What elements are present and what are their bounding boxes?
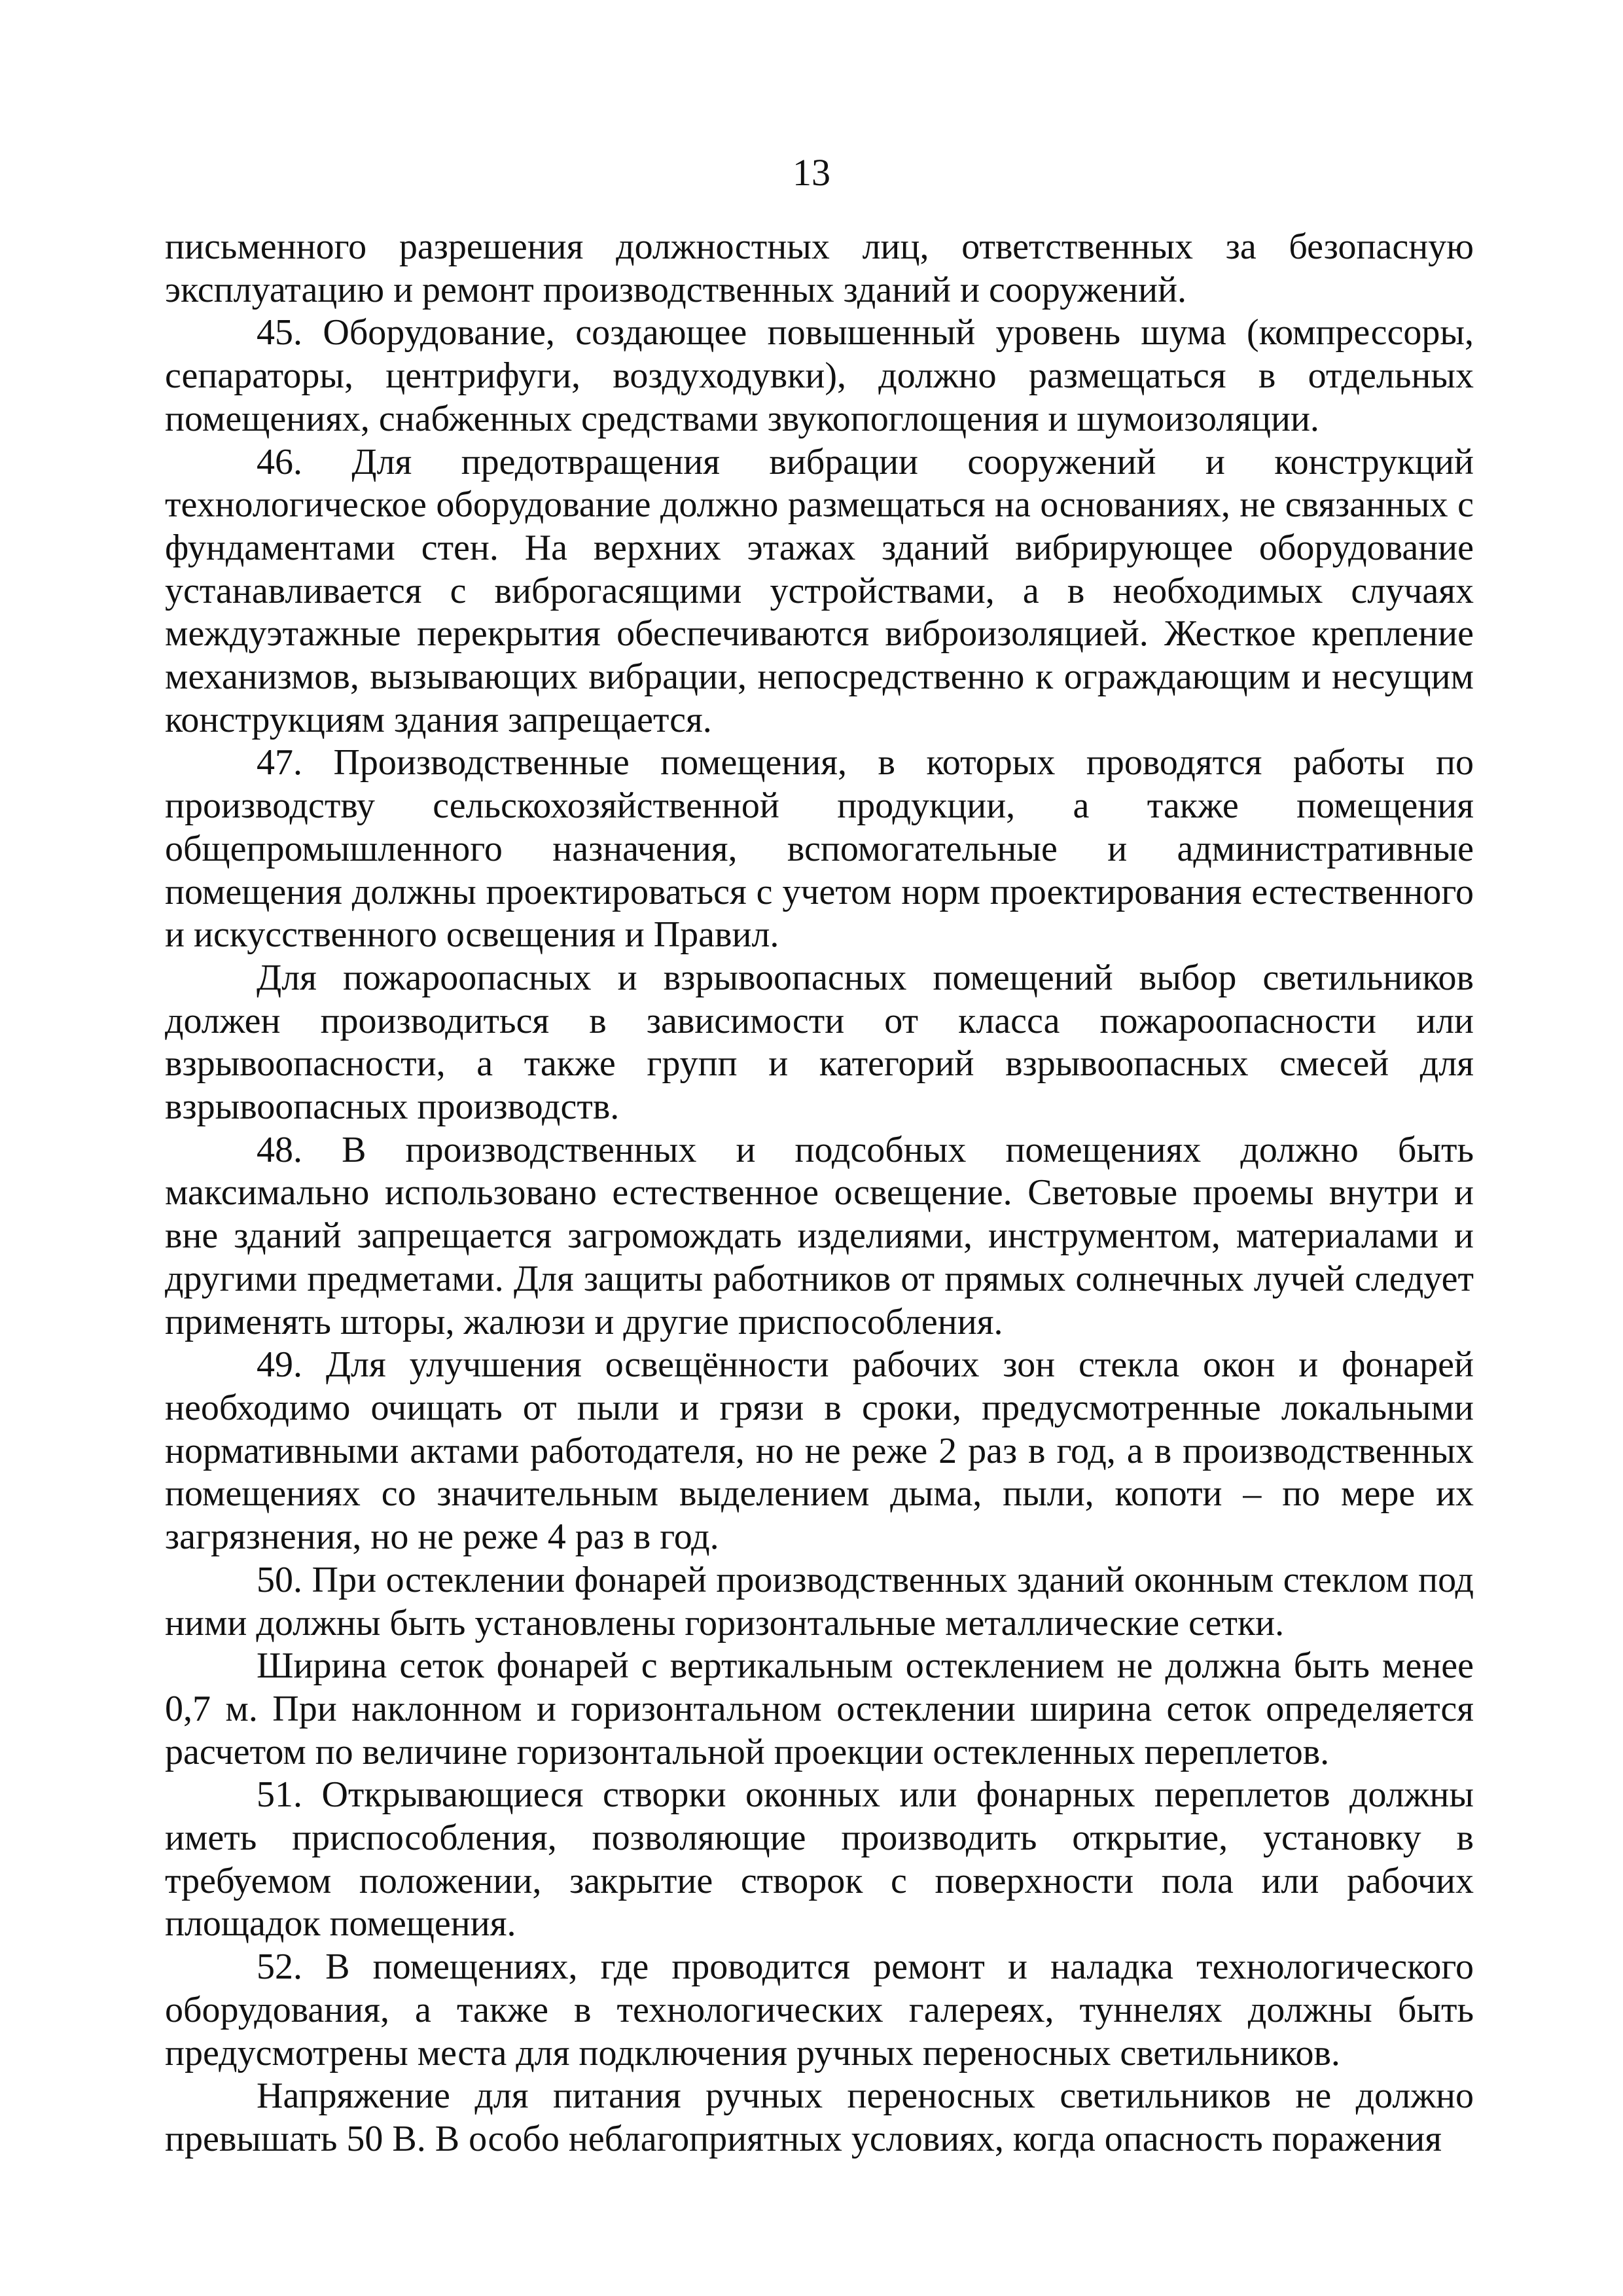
paragraph-continuation: письменного разрешения должностных лиц, ответственных за безопасную эксплуатацию и ремонт производственных зданий и сооружений. — [165, 226, 1474, 310]
paragraph-45: 45. Оборудование, создающее повышенный уровень шума (компрессоры, сепараторы, центрифуги, воздуходувки), должно размещаться в отдельных помещениях, снабженных средствами звукопоглощения и шумоизоляции. — [165, 312, 1474, 439]
paragraph-52: 52. В помещениях, где проводится ремонт и наладка технологического оборудования, а также в технологических галереях, туннелях должны быть предусмотрены места для подключения ручных переносных светильников. — [165, 1946, 1474, 2073]
paragraph-47-lighting: Для пожароопасных и взрывоопасных помещений выбор светильников должен производиться в зависимости от класса пожароопасности или взрывоопасности, а также групп и категорий взрывоопасных смесей для взрывоопасных производств. — [165, 957, 1474, 1128]
paragraph-51: 51. Открывающиеся створки оконных или фонарных переплетов должны иметь приспособления, позволяющие производить открытие, установку в требуемом положении, закрытие створок с поверхности пола или рабочих площадок помещения. — [165, 1774, 1474, 1945]
document-body — [165, 226, 1474, 2161]
paragraph-52-voltage: Напряжение для питания ручных переносных светильников не должно превышать 50 В. В особо неблагоприятных условиях, когда опасность поражения — [165, 2075, 1474, 2159]
paragraph-50-width: Ширина сеток фонарей с вертикальным остеклением не должна быть менее 0,7 м. При наклонном и горизонтальном остеклении ширина сеток определяется расчетом по величине горизонтальной проекции остекленных переплетов. — [165, 1645, 1474, 1772]
paragraph-46: 46. Для предотвращения вибрации сооружений и конструкций технологическое оборудование должно размещаться на основаниях, не связанных с фундаментами стен. На верхних этажах зданий вибрирующее оборудование устанавливается с виброгасящими устройствами, а в необходимых случаях междуэтажные перекрытия обеспечиваются виброизоляцией. Жесткое крепление механизмов, вызывающих вибрации, непосредственно к ограждающим и несущим конструкциям здания запрещается. — [165, 441, 1474, 740]
paragraph-50: 50. При остеклении фонарей производственных зданий оконным стеклом под ними должны быть установлены горизонтальные металлические сетки. — [165, 1559, 1474, 1643]
paragraph-47: 47. Производственные помещения, в которых проводятся работы по производству сельскохозяйственной продукции, а также помещения общепромышленного назначения, вспомогательные и административные помещения должны проектироваться с учетом норм проектирования естественного и искусственного освещения и Правил. — [165, 742, 1474, 956]
page-number: 13 — [793, 151, 830, 194]
paragraph-49: 49. Для улучшения освещённости рабочих зон стекла окон и фонарей необходимо очищать от пыли и грязи в сроки, предусмотренные локальными нормативными актами работодателя, но не реже 2 раз в год, а в производственных помещениях со значительным выделением дыма, пыли, копоти – по мере их загрязнения, но не реже 4 раз в год. — [165, 1344, 1474, 1558]
paragraph-48: 48. В производственных и подсобных помещениях должно быть максимально использовано естественное освещение. Световые проемы внутри и вне зданий запрещается загромождать изделиями, инструментом, материалами и другими предметами. Для защиты работников от прямых солнечных лучей следует применять шторы, жалюзи и другие приспособления. — [165, 1129, 1474, 1342]
